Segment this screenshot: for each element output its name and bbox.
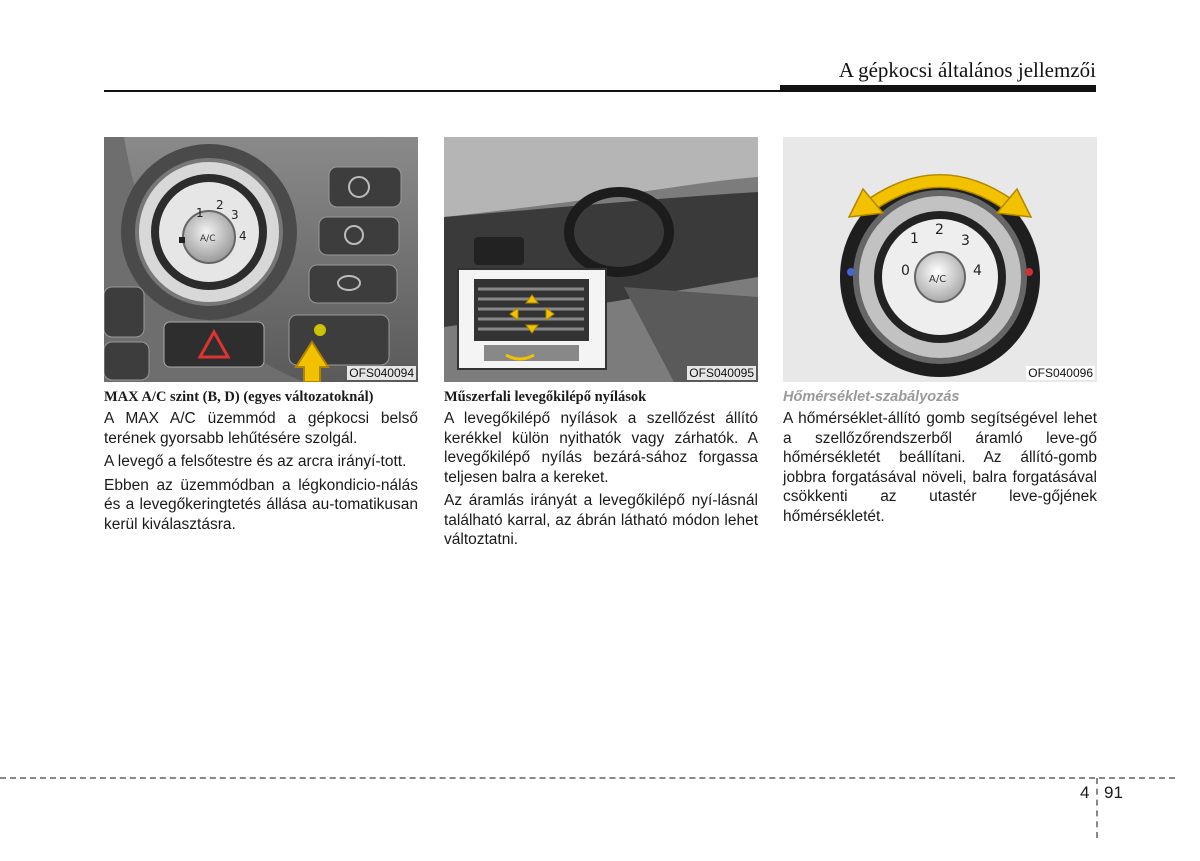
figure-code: OFS040095 [689,366,754,380]
page-number: 91 [1104,783,1123,802]
column-temperature [783,137,1097,530]
knob-label-2: 2 [216,198,224,212]
paragraph: Az áramlás irányát a levegőkilépő nyí-lásnál található karral, az ábrán látható módon lehet változtatni. [444,492,758,548]
knob-label-4: 4 [239,229,247,243]
section-heading: Műszerfali levegőkilépő nyílások [444,389,647,405]
figure-dashboard-vents [444,137,758,382]
header-rule-accent [780,85,1096,91]
page-header-title: A gépkocsi általános jellemzői [838,58,1096,82]
footer-rule [0,777,1175,779]
temperature-knob-illustration [783,137,1097,382]
knob-label-ac: A/C [200,234,216,244]
knob-label-1: 1 [196,206,204,220]
figure-code: OFS040096 [1028,366,1093,380]
knob-label-3: 3 [231,208,239,222]
chapter-number: 4 [1080,783,1090,802]
section-heading: MAX A/C szint (B, D) (egyes változatoknál) [104,389,374,405]
knob-label-4: 4 [973,263,982,279]
page-number-divider [1096,778,1098,838]
paragraph: A levegőkilépő nyílások a szellőzést állító kerékkel külön nyithatók vagy zárhatók. A levegőkilépő nyílás bezárá-sához forgassa teljesen balra a kereket. [444,410,758,486]
figure-climate-panel [104,137,418,382]
climate-panel-illustration [104,137,418,382]
paragraph: A levegő a felsőtestre és az arcra irányí-tott. [104,453,407,470]
knob-label-0: 0 [901,263,910,279]
figure-temperature-knob [783,137,1097,382]
figure-code: OFS040094 [349,366,414,380]
paragraph: A MAX A/C üzemmód a gépkocsi belső terének gyorsabb lehűtésére szolgál. [104,410,418,447]
knob-label-2: 2 [935,222,944,238]
knob-label-3: 3 [961,233,970,249]
knob-label-ac: A/C [929,274,947,285]
column-max-ac [104,137,418,538]
section-heading: Hőmérséklet-szabályozás [783,389,960,405]
column-dashboard-vents [444,137,758,554]
paragraph: A hőmérséklet-állító gomb segítségével lehet a szellőzőrendszerből áramló leve-gő hőmérsékletét beállítani. Az állító-gomb jobbra forgatásával növeli, balra forgatásával csökkenti az utastér leve-gőjének hőmérsékletét. [783,410,1097,525]
knob-label-1: 1 [910,231,919,247]
paragraph: Ebben az üzemmódban a légkondicio-nálás és a levegőkeringtetés állása au-tomatikusan kerül kiválasztásra. [104,476,418,533]
dashboard-vent-illustration [444,137,758,382]
